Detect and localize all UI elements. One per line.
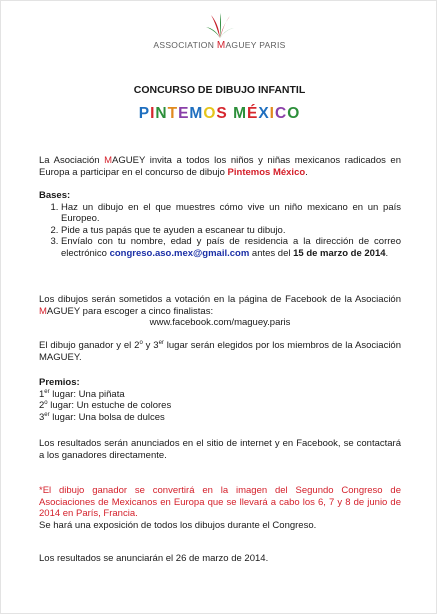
maguey-plant-icon <box>205 13 235 39</box>
heading-letter: C <box>274 105 288 122</box>
bases-section <box>39 190 401 259</box>
facebook-url[interactable]: www.facebook.com/maguey.paris <box>149 317 291 328</box>
list-item: 2$^o$ lugar: Un estuche de colores <box>39 399 172 411</box>
heading-letter: T <box>167 105 179 122</box>
heading-letter: P <box>138 105 151 122</box>
list-item: 1er lugar: Una piñata <box>39 388 125 400</box>
logo-wordmark: ASSOCIATION MAGUEY PARIS <box>153 40 286 51</box>
contest-name-heading <box>1 105 437 123</box>
list-item: 3er lugar: Una bolsa de dulces <box>39 411 165 423</box>
final-announcement: Los resultados se anunciarán el 26 de marzo de 2014. <box>39 553 269 564</box>
heading-letter: E <box>178 105 190 122</box>
list-item: 3. Envíalo con tu nombre, edad y país de residencia a la dirección de correo electrónico congreso.aso.mex@gmail.com antes del 15 de marzo de 2014. <box>61 236 401 259</box>
page-title: CONCURSO DE DIBUJO INFANTIL <box>133 84 306 96</box>
list-item: 2. Pide a tus papás que te ayuden a escanear tu dibujo. <box>61 225 401 237</box>
heading-letter: O <box>203 105 217 122</box>
prizes-section <box>39 377 401 423</box>
heading-letter: É <box>246 105 259 122</box>
congress-note-exhibition: Se hará una exposición de todos los dibujos durante el Congreso. <box>39 519 317 531</box>
prizes-label: Premios: <box>39 377 80 388</box>
voting-paragraph: Los dibujos serán sometidos a votación en la página de Facebook de la Asociación MAGUEY para escoger a cinco finalistas: www.facebook.com/maguey.paris <box>39 294 401 328</box>
heading-letter: X <box>258 105 270 122</box>
heading-letter: N <box>155 105 168 122</box>
email-link[interactable]: congreso.aso.mex@gmail.com <box>109 247 250 259</box>
heading-letter: S <box>216 105 228 122</box>
winner-paragraph: El dibujo ganador y el 2$^o$ y 3er lugar serán elegidos por los miembros de la Asociación MAGUEY. <box>39 339 401 363</box>
bases-list <box>39 202 401 260</box>
heading-letter: I <box>150 105 156 122</box>
bases-label: Bases: <box>39 190 71 201</box>
heading-letter: I <box>269 105 275 122</box>
intro-paragraph: La Asociación MAGUEY invita a todos los niños y niñas mexicanos radicados en Europa a participar en el concurso de dibujo Pintemos México. <box>39 155 402 178</box>
congress-note <box>39 485 401 531</box>
heading-letter: M <box>189 105 204 122</box>
heading-letter: M <box>233 105 247 122</box>
association-logo <box>1 13 437 51</box>
congress-note-red: *El dibujo ganador se convertirá en la imagen del Segundo Congreso de Asociaciones de Mexicanos en Europa que se llevará a cabo los 6, 7 y 8 de junio de 2014 en París, Francia. <box>39 485 401 519</box>
results-paragraph: Los resultados serán anunciados en el sitio de internet y en Facebook, se contactará a los ganadores directamente. <box>39 438 401 461</box>
list-item: 1. Haz un dibujo en el que muestres cómo vive un niño mexicano en un país Europeo. <box>61 202 401 225</box>
heading-letter: O <box>287 105 301 122</box>
